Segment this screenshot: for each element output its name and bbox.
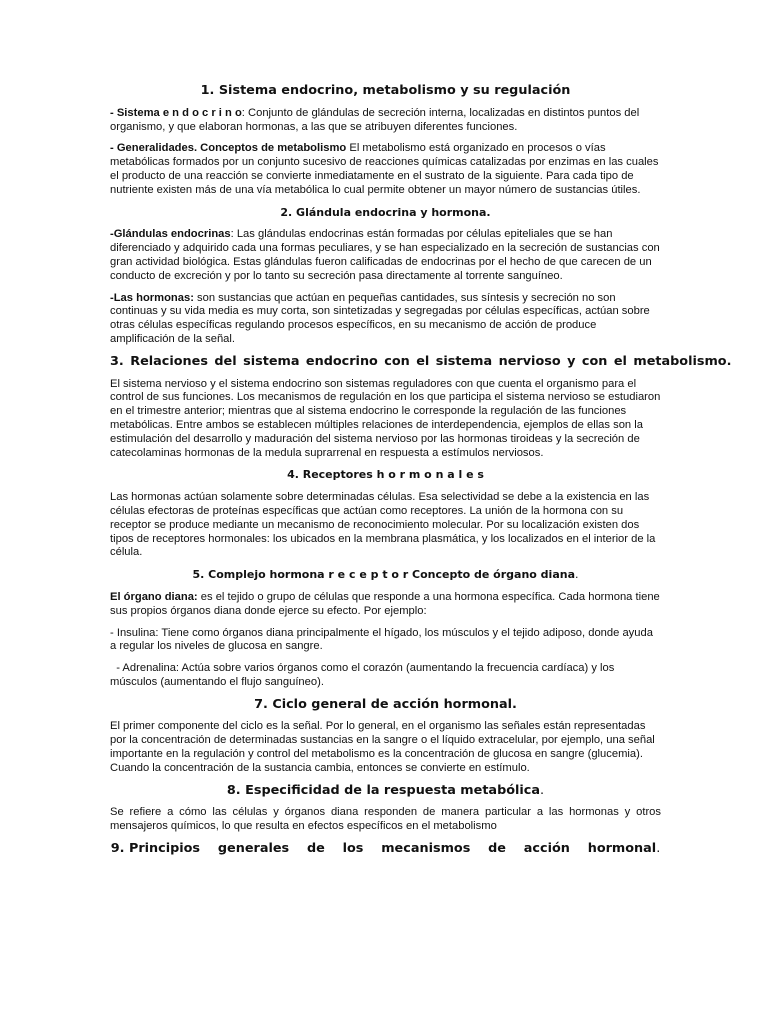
- section-9-period: .: [656, 841, 661, 857]
- term-organo-diana: El órgano diana:: [110, 590, 198, 603]
- section-8-period: .: [540, 782, 545, 798]
- paragraph-text: : Las glándulas endocrinas están formadas por células epiteliales que se han diferenciado y adquirido cada una formas peculiares, y se han especializado en la secreción de sustancias con gran actividad biológica. Estas glándulas fueron calificadas de endocrinas por el hecho de que carecen de un conducto de excreción y por lo tanto su secreción pasa directamente al torrente sanguíneo.: [110, 228, 660, 282]
- paragraph-receptores: Las hormonas actúan solamente sobre determinadas células. Esa selectividad se debe a la existencia en las células efectoras de proteínas específicas que actúan como receptores. La unión de la hormona con su receptor se produce mediante un mecanismo de reconocimiento molecular. Por su localización existen dos tipos de receptores hormonales: los ubicados en la membrana plasmática, y los localizados en el interior de la célula.: [110, 491, 656, 559]
- section-5-period: .: [575, 568, 579, 582]
- paragraph-text: : Conjunto de glándulas de secreción interna, localizadas en distintos puntos del organismo, y que elaboran hormonas, a las que se atribuyen diferentes funciones.: [110, 106, 640, 133]
- paragraph-ciclo: El primer componente del ciclo es la señal. Por lo general, en el organismo las señales están representadas por la concentración de determinadas sustancias en la sangre o el líquido extracelular, por ejemplo, una señal importante en la regulación y control del metabolismo es la concentración de glucosa en sangre (glucemia). Cuando la concentración de la sustancia cambia, entonces se convierte en estímulo.: [110, 720, 655, 774]
- section-5-text: 5. Complejo hormona r e c e p t o r Concepto de órgano diana: [192, 568, 575, 582]
- section-9-text: 9. Principios generales de los mecanismos de acción hormonal: [110, 841, 657, 857]
- paragraph-adrenalina: - Adrenalina: Actúa sobre varios órganos como el corazón (aumentando la frecuencia cardíaca) y los músculos (aumentando el flujo sanguíneo).: [110, 662, 618, 688]
- section-7-title: 7. Ciclo general de acción hormonal.: [254, 696, 517, 712]
- section-2-title: 2. Glándula endocrina y hormona.: [280, 205, 491, 219]
- document-page: [110, 83, 732, 865]
- section-3-title: 3. Relaciones del sistema endocrino con el sistema nervioso y con el metabolismo.: [110, 353, 732, 369]
- section-4-title: 4. Receptores h o r m o n a l e s: [287, 468, 484, 482]
- paragraph-insulina: - Insulina: Tiene como órganos diana principalmente el hígado, los músculos y el tejido adiposo, donde ayuda a regular los niveles de glucosa en sangre.: [110, 626, 653, 653]
- term-sistema-endocrino: - Sistema e n d o c r i n o: [110, 106, 242, 119]
- paragraph-sistema-endocrino: [110, 107, 661, 135]
- paragraph-text: El metabolismo está organizado en procesos o vías metabólicas formados por un conjunto sucesivo de reacciones químicas catalizadas por enzimas en las cuales el producto de una reacción se convierte inmediatamente en el sustrato de la siguiente. Para cada tipo de nutriente existen más de una vía metabólica lo cual permite obtener un mayor número de sustancias útiles.: [110, 142, 659, 196]
- section-5-title: [110, 568, 661, 582]
- term-hormonas: -Las hormonas:: [110, 291, 194, 304]
- paragraph-especificidad: Se refiere a cómo las células y órganos diana responden de manera particular a las hormonas y otros mensajeros químicos, lo que resulta en efectos específicos en el metabolismo: [110, 806, 661, 833]
- term-glandulas-endocrinas: -Glándulas endocrinas: [110, 228, 231, 241]
- paragraph-generalidades: [110, 142, 661, 197]
- paragraph-text: son sustancias que actúan en pequeñas cantidades, sus síntesis y secreción no son continuas y su vida media es muy corta, son sintetizadas y segregadas por células específicas, actúan sobre otras células específicas regulando procesos específicos, en su mecanismo de acción de produce amplificación de la señal.: [110, 291, 650, 345]
- section-1-title: 1. Sistema endocrino, metabolismo y su regulación: [200, 83, 571, 98]
- section-8-title: [110, 784, 661, 798]
- paragraph-glandulas: [110, 228, 661, 283]
- term-generalidades: - Generalidades. Conceptos de metabolismo: [110, 142, 347, 155]
- paragraph-hormonas: [110, 292, 661, 347]
- section-9-title: [110, 842, 661, 856]
- paragraph-text: es el tejido o grupo de células que responde a una hormona específica. Cada hormona tiene sus propios órganos diana donde ejerce su efecto. Por ejemplo:: [110, 590, 660, 617]
- paragraph-organo-diana: [110, 591, 661, 619]
- paragraph-relaciones: El sistema nervioso y el sistema endocrino son sistemas reguladores con que cuenta el organismo para el control de sus funciones. Los mecanismos de regulación en los que participa el sistema nervioso se estudiaron en el trimestre anterior; mientras que al sistema endocrino le corresponde la regulación de las funciones metabólicas. Entre ambos se establecen múltiples relaciones de interdependencia, ejemplos de ellas son la estimulación del desarrollo y maduración del sistema nervioso por las hormonas tiroideas y la secreción de catecolaminas hormonas de la medula suprarrenal en respuesta a estímulos nerviosos.: [110, 377, 661, 459]
- section-8-text: 8. Especificidad de la respuesta metabólica: [226, 782, 541, 798]
